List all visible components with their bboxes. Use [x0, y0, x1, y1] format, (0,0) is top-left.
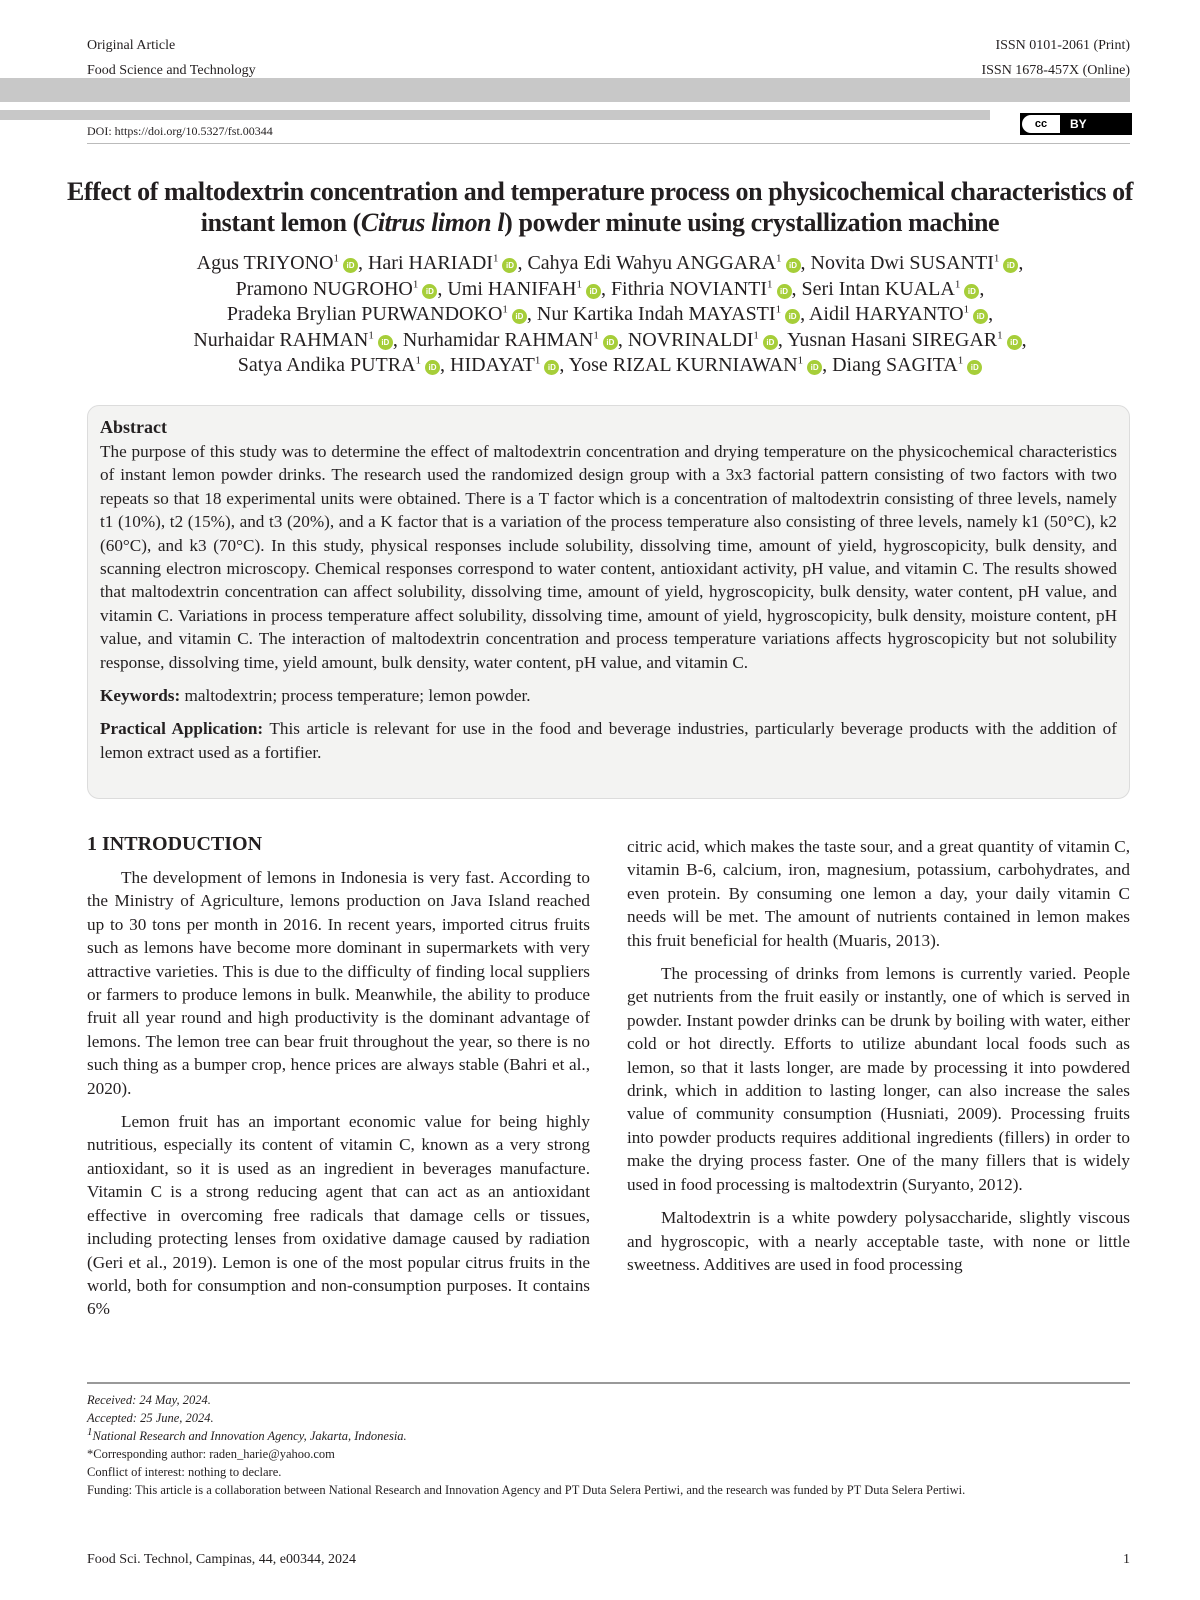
author: Umi HANIFAH$^1$iD	[447, 278, 601, 300]
orcid-icon[interactable]: iD	[807, 360, 822, 375]
funding-statement: Funding: This article is a collaboration between National Research and Innovation Agency and PT Duta Selera Pertiwi, and the research was funded by PT Duta Selera Pertiwi.	[87, 1483, 966, 1497]
author: Pradeka Brylian PURWANDOKO$^1$iD	[227, 303, 527, 325]
journal-name: Food Science and Technology	[87, 63, 256, 78]
author: Pramono NUGROHO$^1$iD	[236, 278, 438, 300]
affiliation: $^1$National Research and Innovation Agency, Jakarta, Indonesia.	[87, 1425, 407, 1443]
orcid-icon[interactable]: iD	[964, 284, 979, 299]
abstract-text: The purpose of this study was to determine the effect of maltodextrin concentration and drying temperature on the physicochemical characteristics of instant lemon powder drinks. The research used the randomized design group with a 3x3 factorial pattern consisting of two factors with two repeats so that 18 experimental units were obtained. There is a T factor which is a concentration of maltodextrin consisting of three levels, namely t1 (10%), t2 (15%), and t3 (20%), and a K factor that is a variation of the process temperature also consisting of three levels, namely k1 (50°C), k2 (60°C), and k3 (70°C). In this study, physical responses include solubility, dissolving time, amount of yield, hygroscopicity, bulk density, and scanning electron microscopy. Chemical responses correspond to water content, antioxidant activity, pH value, and vitamin C. The results showed that maltodextrin concentration can affect solubility, dissolving time, amount of yield, hygroscopicity, bulk density, water content, pH value, and vitamin C. Variations in process temperature affect solubility, dissolving time, amount of yield, hygroscopicity, bulk density, moisture content, pH value, and vitamin C. The interaction of maltodextrin concentration and process temperature variations affects hygroscopicity but not solubility response, dissolving time, yield amount, bulk density, water content, pH value, and vitamin C.	[100, 442, 1117, 672]
orcid-icon[interactable]: iD	[343, 258, 358, 273]
author: Diang SAGITA$^1$iD	[832, 354, 982, 376]
author: Satya Andika PUTRA$^1$iD	[238, 354, 440, 376]
article-type: Original Article	[87, 38, 176, 53]
issn-print: ISSN 0101-2061 (Print)	[995, 38, 1130, 53]
paragraph: The development of lemons in Indonesia is very fast. According to the Ministry of Agriculture, lemons production on Java Island reached up to 30 tons per month in 2016. In recent years, imported citrus fruits such as lemons have become more dominant in supermarkets with very attractive varieties. This is due to the difficulty of finding local suppliers or farmers to produce lemons in bulk. Meanwhile, the ability to produce fruit all year round and high productivity is the dominant advantage of lemons. The lemon tree can bear fruit throughout the year, so there is no such thing as a bumper crop, hence prices are always stable (Bahri et al., 2020).	[87, 868, 590, 1098]
author: Novita Dwi SUSANTI$^1$iD	[811, 252, 1019, 274]
orcid-icon[interactable]: iD	[763, 335, 778, 350]
orcid-icon[interactable]: iD	[785, 309, 800, 324]
author-list: Agus TRIYONO$^1$iD , Hari HARIADI$^1$iD , Cahya Edi Wahyu ANGGARA$^1$iD , Novita Dwi SUSANTI$^1$iD , Pramono NUGROHO$^1$iD , Umi HANIFAH$^1$iD , Fithria NOVIANTI$^1$iD , Seri Intan KUALA$^1$iD , Pradeka Brylian PURWANDOKO$^1$iD , Nur Kartika Indah MAYASTI$^1$iD , Aidil HARYANTO$^1$iD , Nurhaidar RAHMAN$^1$iD , Nurhamidar RAHMAN$^1$iD , NOVRINALDI$^1$iD , Yusnan Hasani SIREGAR$^1$iD , Satya Andika PUTRA$^1$iD , HIDAYAT$^1$iD , Yose RIZAL KURNIAWAN$^1$iD , Diang SAGITA$^1$iD	[193, 252, 1027, 376]
orcid-icon[interactable]: iD	[378, 335, 393, 350]
orcid-icon[interactable]: iD	[544, 360, 559, 375]
issn-online: ISSN 1678-457X (Online)	[981, 63, 1130, 78]
cc-icon: cc	[1022, 115, 1060, 133]
header-band	[0, 78, 1130, 102]
body-column-left	[87, 832, 590, 1331]
orcid-icon[interactable]: iD	[967, 360, 982, 375]
orcid-icon[interactable]: iD	[422, 284, 437, 299]
page-number: 1	[1123, 1552, 1130, 1567]
practical-application: Practical Application: This article is relevant for use in the food and beverage industries, particularly beverage products with the addition of lemon extract used as a fortifier.	[100, 719, 1117, 762]
orcid-icon[interactable]: iD	[603, 335, 618, 350]
author: Nur Kartika Indah MAYASTI$^1$iD	[537, 303, 800, 325]
abstract-heading: Abstract	[100, 417, 167, 437]
author: Hari HARIADI$^1$iD	[368, 252, 517, 274]
author: NOVRINALDI$^1$iD	[628, 329, 778, 351]
author: Seri Intan KUALA$^1$iD	[802, 278, 980, 300]
author: HIDAYAT$^1$iD	[450, 354, 559, 376]
paragraph: Lemon fruit has an important economic value for being highly nutritious, especially its content of vitamin C, known as a very strong antioxidant, so it is used as an ingredient in beverages manufacture. Vitamin C is a strong reducing agent that can act as an antioxidant effective in overcoming free radicals that damage cells or tissues, including protecting lenses from oxidative damage caused by radiation (Geri et al., 2019). Lemon is one of the most popular citrus fruits in the world, both for consumption and non-consumption purposes. It contains 6%	[87, 1112, 590, 1319]
orcid-icon[interactable]: iD	[502, 258, 517, 273]
orcid-icon[interactable]: iD	[586, 284, 601, 299]
paragraph: The processing of drinks from lemons is currently varied. People get nutrients from the fruit easily or instantly, one of which is served in powder. Instant powder drinks can be drunk by boiling with water, either cold or hot directly. Efforts to utilize abundant local foods such as lemon, so that it lasts longer, are made by processing it into powdered drink, which in addition to lasting longer, can also increase the sales value of community consumption (Husniati, 2009). Processing fruits into powder products requires additional ingredients (fillers) in order to make the drying process faster. One of the many fillers that is widely used in food processing is maltodextrin (Suryanto, 2012).	[627, 964, 1130, 1194]
author: Yusnan Hasani SIREGAR$^1$iD	[787, 329, 1022, 351]
paragraph: Maltodextrin is a white powdery polysaccharide, slightly viscous and hygroscopic, with a nearly acceptable taste, with none or little sweetness. Additives are used in food processing	[627, 1208, 1130, 1274]
author: Aidil HARYANTO$^1$iD	[809, 303, 988, 325]
paragraph: citric acid, which makes the taste sour, and a great quantity of vitamin C, vitamin B-6, calcium, iron, magnesium, potassium, carbohydrates, and even protein. By consuming one lemon a day, your daily vitamin C needs will be met. The amount of nutrients contained in lemon makes this fruit beneficial for health (Muaris, 2013).	[627, 837, 1130, 950]
footnote-divider	[87, 1382, 1130, 1384]
article-title: Effect of maltodextrin concentration and temperature process on physicochemical characteristics of instant lemon (Citrus limon l) powder minute using crystallization machine	[66, 177, 1134, 237]
author: Nurhaidar RAHMAN$^1$iD	[193, 329, 392, 351]
doi-link[interactable]: DOI: https://doi.org/10.5327/fst.00344	[87, 124, 273, 138]
author: Yose RIZAL KURNIAWAN$^1$iD	[569, 354, 822, 376]
orcid-icon[interactable]: iD	[512, 309, 527, 324]
header-left	[87, 33, 256, 83]
orcid-icon[interactable]: iD	[1007, 335, 1022, 350]
author: Nurhamidar RAHMAN$^1$iD	[403, 329, 618, 351]
footer-citation: Food Sci. Technol, Campinas, 44, e00344, 2024	[87, 1552, 357, 1567]
orcid-icon[interactable]: iD	[777, 284, 792, 299]
accepted-date: Accepted: 25 June, 2024.	[87, 1411, 214, 1425]
corresponding-author: *Corresponding author: raden_harie@yahoo.com	[87, 1447, 335, 1461]
abstract-box	[87, 405, 1130, 799]
author: Agus TRIYONO$^1$iD	[197, 252, 358, 274]
author: Cahya Edi Wahyu ANGGARA$^1$iD	[527, 252, 800, 274]
keywords: Keywords: maltodextrin; process temperature; lemon powder.	[100, 686, 531, 706]
received-date: Received: 24 May, 2024.	[87, 1393, 211, 1407]
divider	[87, 143, 1130, 144]
conflict-statement: Conflict of interest: nothing to declare.	[87, 1465, 282, 1479]
body-column-right	[627, 835, 1130, 1286]
footnotes	[87, 1391, 1147, 1499]
orcid-icon[interactable]: iD	[425, 360, 440, 375]
cc-by-license-badge[interactable]	[1020, 113, 1132, 135]
orcid-icon[interactable]: iD	[973, 309, 988, 324]
orcid-icon[interactable]: iD	[1003, 258, 1018, 273]
orcid-icon[interactable]: iD	[786, 258, 801, 273]
section-heading: 1 INTRODUCTION	[87, 833, 263, 855]
header-right	[981, 33, 1130, 83]
header-band-thin	[0, 110, 990, 120]
by-icon: BY	[1070, 117, 1087, 131]
author: Fithria NOVIANTI$^1$iD	[611, 278, 792, 300]
